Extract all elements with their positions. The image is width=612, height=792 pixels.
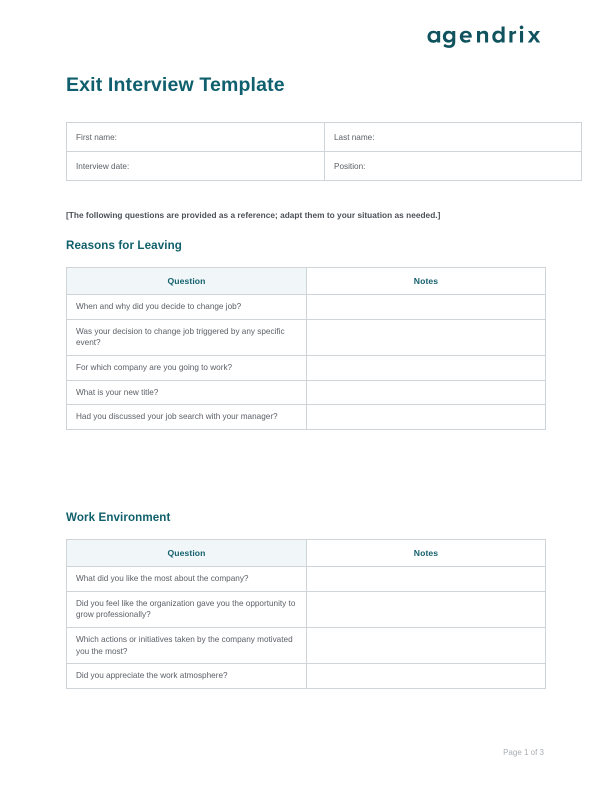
table-row [67,567,546,592]
table-header-row [67,540,546,567]
column-header-question: Question [67,540,307,567]
notes-cell[interactable] [307,319,546,355]
employee-info-table [66,122,582,181]
reasons-for-leaving-table [66,267,546,430]
instruction-note: [The following questions are provided as a reference; adapt them to your situation as needed.] [66,210,441,221]
notes-cell[interactable] [307,295,546,320]
question-cell: Which actions or initiatives taken by the company motivated you the most? [67,627,307,663]
table-row [67,123,582,152]
question-cell: What is your new title? [67,380,307,405]
table-header-row [67,268,546,295]
table-row [67,627,546,663]
question-cell: Had you discussed your job search with your manager? [67,405,307,430]
notes-cell[interactable] [307,355,546,380]
question-cell: Was your decision to change job triggered by any specific event? [67,319,307,355]
table-row [67,664,546,689]
notes-cell[interactable] [307,405,546,430]
work-environment-table [66,539,546,689]
notes-cell[interactable] [307,380,546,405]
column-header-notes: Notes [307,540,546,567]
section-heading-reasons-for-leaving: Reasons for Leaving [66,239,182,252]
question-cell: What did you like the most about the company? [67,567,307,592]
brand-logo [426,22,544,48]
notes-cell[interactable] [307,627,546,663]
column-header-question: Question [67,268,307,295]
footer-page-number: Page 1 of 3 [503,748,544,757]
table-row [67,152,582,181]
column-header-notes: Notes [307,268,546,295]
last-name-cell[interactable]: Last name: [325,123,582,152]
notes-cell[interactable] [307,567,546,592]
table-row [67,295,546,320]
interview-date-cell[interactable]: Interview date: [67,152,325,181]
table-row [67,319,546,355]
section-heading-work-environment: Work Environment [66,511,171,524]
table-row [67,380,546,405]
notes-cell[interactable] [307,591,546,627]
agendrix-wordmark-icon [426,22,544,48]
position-cell[interactable]: Position: [325,152,582,181]
question-cell: Did you feel like the organization gave you the opportunity to grow professionally? [67,591,307,627]
page-title: Exit Interview Template [66,74,285,96]
table-row [67,355,546,380]
notes-cell[interactable] [307,664,546,689]
question-cell: When and why did you decide to change job? [67,295,307,320]
first-name-cell[interactable]: First name: [67,123,325,152]
table-row [67,405,546,430]
table-row [67,591,546,627]
question-cell: Did you appreciate the work atmosphere? [67,664,307,689]
question-cell: For which company are you going to work? [67,355,307,380]
